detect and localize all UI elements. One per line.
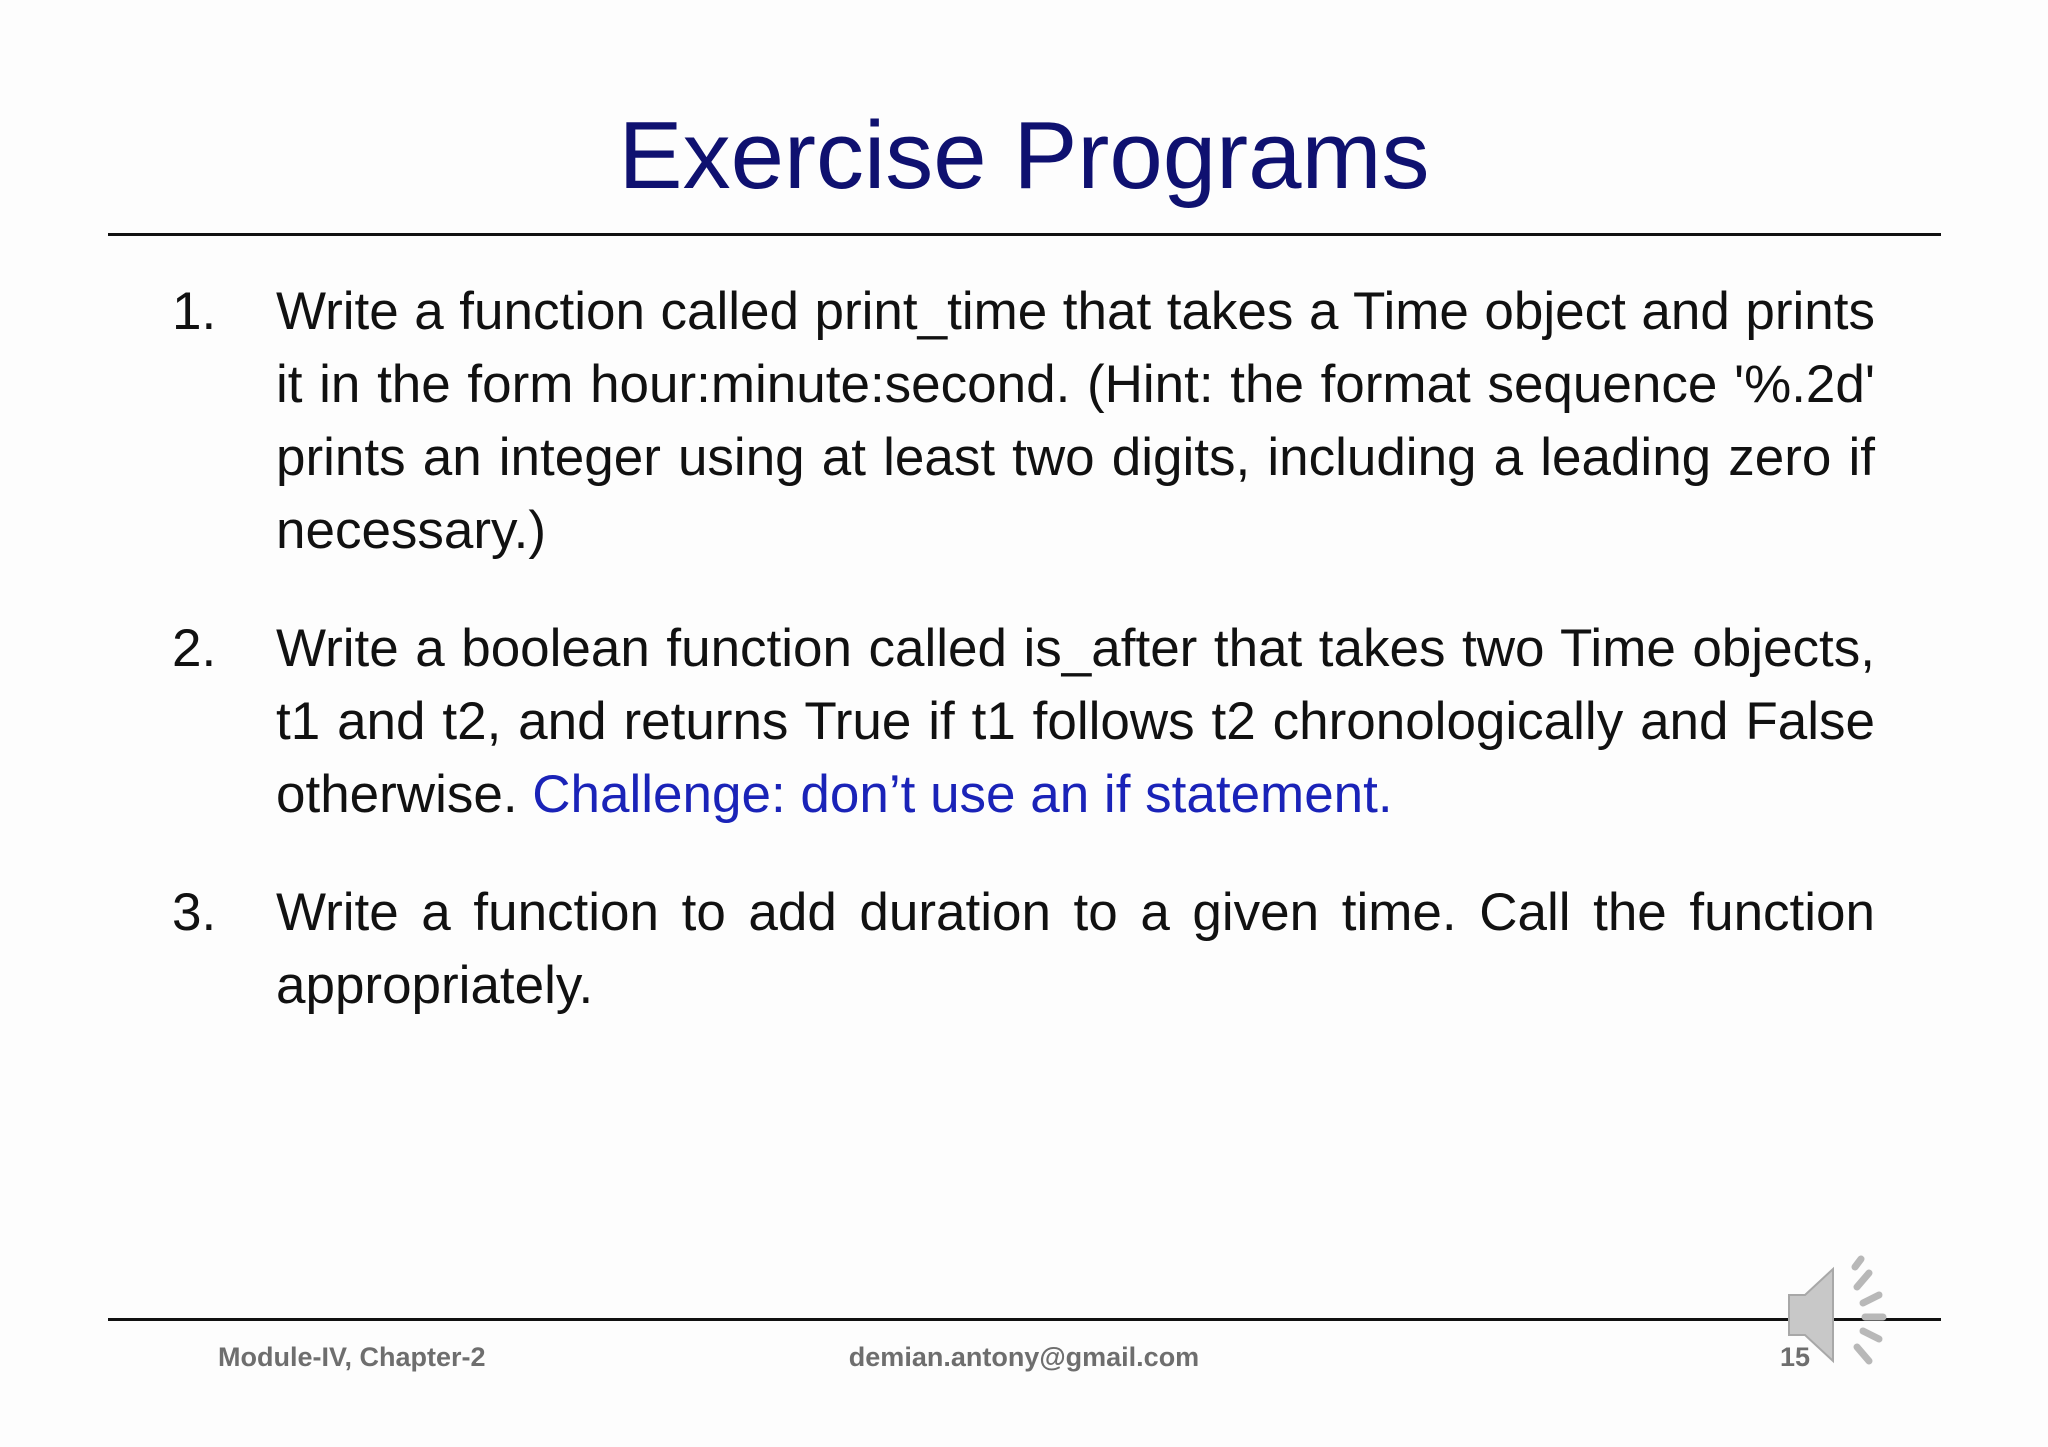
exercise-number: 3. bbox=[172, 883, 217, 942]
exercise-item-3 bbox=[170, 876, 1875, 1022]
footer-module: Module-IV, Chapter-2 bbox=[218, 1342, 486, 1372]
exercise-item-1 bbox=[170, 275, 1875, 567]
speaker-icon[interactable] bbox=[1783, 1255, 1903, 1380]
slide-title: Exercise Programs bbox=[618, 102, 1430, 209]
footer-divider bbox=[108, 1318, 1941, 1321]
exercise-number: 1. bbox=[172, 282, 217, 341]
exercise-list bbox=[170, 275, 1875, 1022]
exercise-number: 2. bbox=[172, 619, 217, 678]
exercise-text: Write a function to add duration to a given time. Call the function appropriately. bbox=[276, 883, 1875, 1015]
exercise-text: Write a function called print_time that takes a Time object and prints it in the form hour:minute:second. (Hint: the format sequence '%.2d' prints an integer using at least two digits, including a leading zero if necessary.) bbox=[276, 282, 1875, 560]
exercise-text: Write a boolean function called is_after that takes two Time objects, t1 and t2, and returns True if t1 follows t2 chronologically and False otherwise. bbox=[276, 619, 1875, 824]
footer-email: demian.antony@gmail.com bbox=[848, 1342, 1200, 1372]
challenge-text: Challenge: don’t use an if statement. bbox=[532, 765, 1393, 824]
page-number: 15 bbox=[1780, 1342, 1811, 1372]
exercise-item-2 bbox=[170, 612, 1875, 831]
title-divider bbox=[108, 233, 1941, 236]
